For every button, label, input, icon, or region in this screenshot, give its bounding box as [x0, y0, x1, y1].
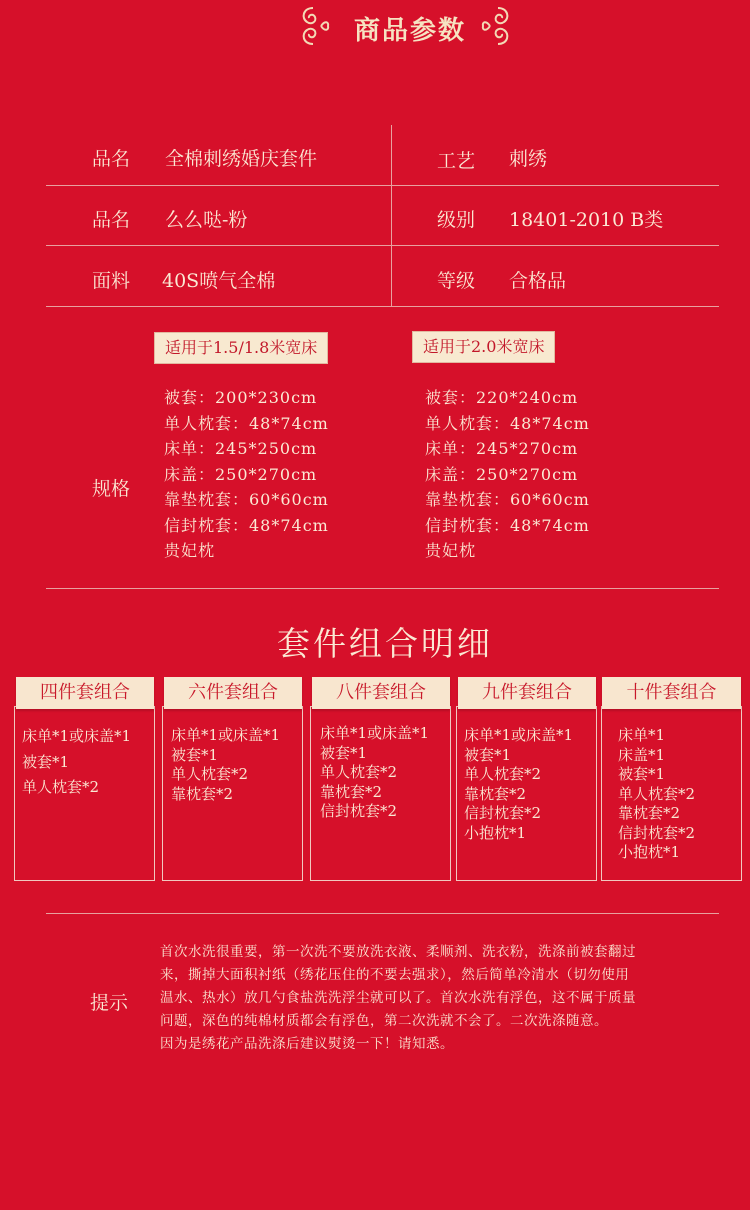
param-value: 18401-2010 B类 — [509, 209, 664, 231]
param-label: 面料 — [92, 270, 131, 292]
spec-tag-20: 适用于2.0米宽床 — [412, 331, 555, 363]
combo-item: 床单*1或床盖*1 — [320, 724, 430, 742]
combo-list-9 — [464, 726, 573, 843]
param-value: 合格品 — [509, 270, 567, 292]
combo-item: 靠枕套*2 — [464, 784, 527, 803]
combo-item: 床单*1或床盖*1 — [464, 726, 574, 744]
param-label: 品名 — [92, 209, 131, 231]
spec-list-1518 — [164, 385, 329, 564]
combo-item: 信封枕套*2 — [464, 804, 542, 822]
combo-item: 床单*1或床盖*1 — [171, 726, 281, 744]
param-value: 么么哒-粉 — [165, 209, 248, 231]
combo-item: 靠枕套*2 — [171, 784, 234, 803]
combo-title-4: 四件套组合 — [16, 677, 154, 709]
params-divider — [391, 125, 392, 306]
right-ornament-icon — [480, 4, 516, 48]
combo-item: 被套*1 — [618, 765, 666, 783]
section-divider — [46, 588, 719, 589]
param-value: 40S喷气全棉 — [162, 270, 276, 292]
param-value: 刺绣 — [509, 148, 548, 170]
spec-item: 被套：200*230cm — [164, 388, 318, 407]
spec-item: 单人枕套：48*74cm — [164, 413, 329, 433]
spec-item: 贵妃枕 — [164, 541, 216, 560]
combo-item: 单人枕套*2 — [22, 778, 100, 796]
combo-item: 床单*1或床盖*1 — [22, 727, 132, 745]
spec-item: 床单：245*250cm — [164, 439, 318, 458]
spec-item: 靠垫枕套：60*60cm — [164, 490, 329, 509]
combo-title-9: 九件套组合 — [458, 677, 596, 709]
spec-item: 单人枕套：48*74cm — [425, 413, 590, 433]
combo-item: 单人枕套*2 — [171, 765, 249, 783]
param-label: 工艺 — [437, 150, 476, 172]
combo-title-10: 十件套组合 — [602, 677, 741, 709]
combo-item: 信封枕套*2 — [618, 823, 696, 842]
spec-item: 床盖：250*270cm — [164, 464, 318, 484]
tips-line: 来，撕掉大面积衬纸（绣花压住的不要去强求），然后简单冷清水（切勿使用 — [160, 967, 630, 983]
combo-item: 信封枕套*2 — [320, 802, 398, 820]
param-label: 品名 — [92, 148, 131, 170]
tips-label: 提示 — [90, 992, 129, 1014]
combo-item: 靠枕套*2 — [320, 782, 383, 801]
combo-item: 床盖*1 — [618, 745, 666, 764]
tips-line: 首次水洗很重要，第一次洗不要放洗衣液、柔顺剂、洗衣粉，洗涤前被套翻过 — [160, 944, 636, 960]
combo-item: 靠枕套*2 — [618, 804, 681, 822]
tips-line: 问题，深色的纯棉材质都会有浮色，第二次洗就不会了。二次洗涤随意。 — [160, 1013, 608, 1029]
spec-item: 床单：245*270cm — [425, 439, 579, 458]
combo-item: 单人枕套*2 — [618, 784, 696, 803]
param-label: 级别 — [437, 209, 476, 231]
spec-list-20 — [425, 385, 590, 564]
combo-item: 单人枕套*2 — [320, 763, 398, 781]
spec-item: 靠垫枕套：60*60cm — [425, 490, 590, 509]
spec-item: 贵妃枕 — [425, 541, 477, 560]
param-label: 等级 — [437, 270, 476, 292]
spec-item: 信封枕套：48*74cm — [425, 515, 590, 535]
combo-title-6: 六件套组合 — [164, 677, 302, 709]
combo-list-4 — [22, 727, 131, 798]
spec-label: 规格 — [92, 478, 131, 500]
left-ornament-icon — [295, 4, 331, 48]
page-title: 商品参数 — [353, 16, 466, 46]
row-divider — [46, 306, 719, 307]
param-value: 全棉刺绣婚庆套件 — [165, 148, 318, 170]
combo-item: 小抱枕*1 — [464, 823, 527, 842]
tips-line: 温水、热水）放几勺食盐洗洗浮尘就可以了。首次水洗有浮色，这不属于质量 — [160, 990, 636, 1006]
row-divider — [46, 185, 719, 186]
combo-item: 被套*1 — [171, 745, 219, 764]
combo-list-6 — [171, 726, 280, 804]
spec-item: 被套：220*240cm — [425, 388, 579, 407]
row-divider — [46, 245, 719, 246]
spec-tag-1518: 适用于1.5/1.8米宽床 — [154, 332, 328, 364]
combo-item: 单人枕套*2 — [464, 765, 542, 783]
combos-title: 套件组合明细 — [277, 624, 493, 663]
section-divider — [46, 913, 719, 914]
combo-list-10 — [618, 726, 695, 863]
combo-list-8 — [320, 724, 429, 822]
combo-item: 小抱枕*1 — [618, 843, 681, 861]
combo-item: 被套*1 — [22, 752, 70, 771]
combo-title-8: 八件套组合 — [312, 677, 450, 709]
combo-item: 被套*1 — [320, 743, 368, 762]
tips-line: 因为是绣花产品洗涤后建议熨烫一下！请知悉。 — [160, 1036, 454, 1052]
combo-item: 床单*1 — [618, 726, 666, 744]
combo-item: 被套*1 — [464, 745, 512, 764]
tips-text — [160, 941, 720, 1056]
spec-item: 床盖：250*270cm — [425, 464, 579, 484]
spec-item: 信封枕套：48*74cm — [164, 515, 329, 535]
